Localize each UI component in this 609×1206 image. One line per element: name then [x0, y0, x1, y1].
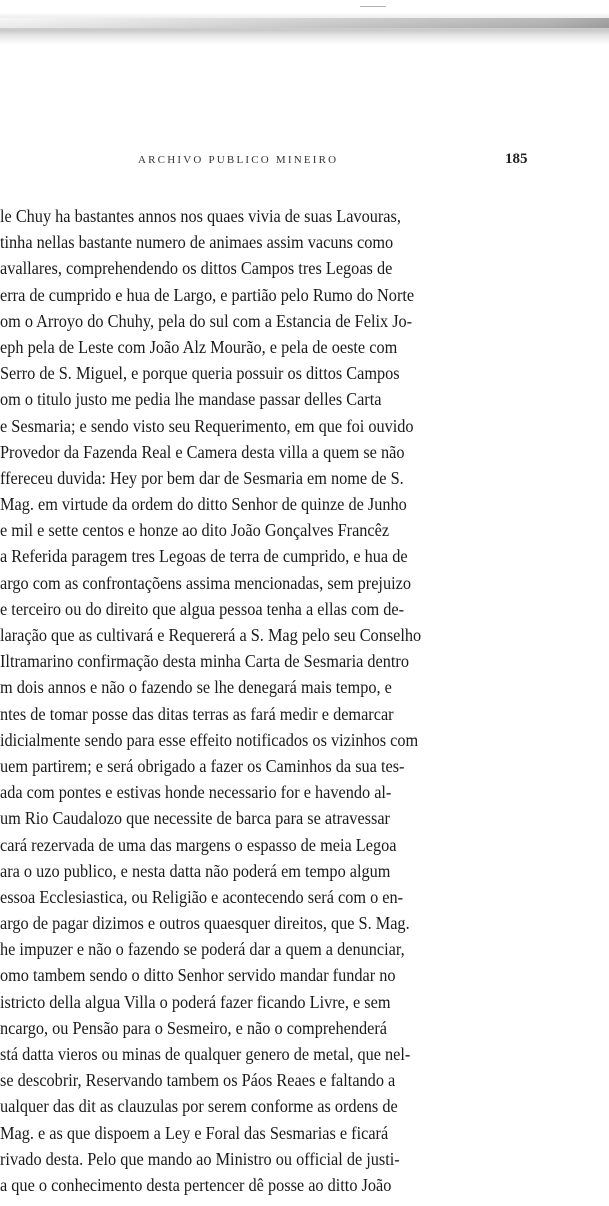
scan-edge-shadow [0, 0, 609, 46]
body-text [0, 203, 609, 1198]
text-line: idicialmente sendo para esse effeito notificados os vizinhos com [0, 729, 419, 750]
text-line: Provedor da Fazenda Real e Camera desta villa a quem se não [0, 441, 405, 462]
text-line: laração que as cultivará e Requererá a S. Mag pelo seu Conselho [0, 625, 422, 645]
text-line: avallares, comprehendendo os dittos Campos tres Legoas de [0, 258, 393, 279]
text-line: ualquer das dit as clauzulas por serem conforme as ordens de [0, 1096, 398, 1117]
text-line: om o Arroyo do Chuhy, pela do sul com a Estancia de Felix Jo- [0, 310, 413, 331]
text-line: eph pela de Leste com João Alz Mourão, e pela de oeste com [0, 336, 398, 357]
text-line: Mag. em virtude da ordem do ditto Senhor de quinze de Junho [0, 494, 407, 515]
text-line: Iltramarino confirmação desta minha Carta de Sesmaria dentro [0, 651, 409, 672]
text-line: ncargo, ou Pensão para o Sesmeiro, e não o comprehenderá [0, 1017, 388, 1038]
text-line: se descobrir, Reservando tambem os Páos Reaes e faltando a [0, 1070, 396, 1091]
text-line: e mil e sette centos e honze ao dito João Gonçalves Francêz [0, 520, 390, 541]
text-line: ada com pontes e estivas honde necessario for e havendo al- [0, 782, 392, 803]
text-line: erra de cumprido e hua de Largo, e partião pelo Rumo do Norte [0, 284, 415, 305]
scan-mark [360, 6, 386, 7]
text-line: m dois annos e não o fazendo se lhe denegará mais tempo, e [0, 677, 392, 698]
text-line: a Referida paragem tres Legoas de terra de cumprido, e hua de [0, 546, 408, 567]
page-number: 185 [505, 151, 528, 167]
text-line: argo de pagar dizimos e outros quaesquer direitos, que S. Mag. [0, 913, 410, 934]
text-line: rivado desta. Pelo que mando ao Ministro ou official de justi- [0, 1148, 400, 1169]
text-line: tinha nellas bastante numero de animaes assim vacuns como [0, 232, 394, 253]
text-line: um Rio Caudalozo que necessite de barca para se atravessar [0, 808, 390, 829]
text-line: e terceiro ou do direito que algua pessoa tenha a ellas com de- [0, 598, 405, 619]
text-line: argo com as confrontaçõens assima mencionadas, sem prejuizo [0, 572, 411, 593]
text-line: e Sesmaria; e sendo visto seu Requerimento, em que foi ouvido [0, 415, 414, 436]
text-line: ara o uzo publico, e nesta datta não poderá em tempo algum [0, 860, 391, 881]
text-line: he impuzer e não o fazendo se poderá dar a quem a denunciar, [0, 939, 405, 960]
text-line: Mag. e as que dispoem a Ley e Foral das Sesmarias e ficará [0, 1122, 389, 1143]
text-line: Serro de S. Miguel, e porque queria possuir os dittos Campos [0, 363, 400, 384]
text-line: ntes de tomar posse das ditas terras as fará medir e demarcar [0, 703, 394, 724]
text-line: cará rezervada de uma das margens o espasso de meia Legoa [0, 834, 397, 855]
running-head [0, 151, 609, 173]
text-line: stá datta vieros ou minas de qualquer genero de metal, que nel- [0, 1044, 411, 1064]
text-line: le Chuy ha bastantes annos nos quaes vivia de suas Lavouras, [0, 206, 401, 226]
text-line: essoa Ecclesiastica, ou Religião e acontecendo será com o en- [0, 886, 404, 907]
text-line: ffereceu duvida: Hey por bem dar de Sesmaria em nome de S. [0, 467, 404, 488]
text-line: istricto della algua Villa o poderá fazer ficando Livre, e sem [0, 991, 391, 1012]
text-line: omo tambem sendo o ditto Senhor servido mandar fundar no [0, 965, 396, 986]
text-line: a que o conhecimento desta pertencer dê posse ao ditto João [0, 1174, 392, 1195]
running-title: ARCHIVO PUBLICO MINEIRO [138, 154, 339, 166]
text-line: uem partirem; e será obrigado a fazer os Caminhos da sua tes- [0, 755, 405, 776]
text-line: om o titulo justo me pedia lhe mandase passar delles Carta [0, 389, 382, 410]
